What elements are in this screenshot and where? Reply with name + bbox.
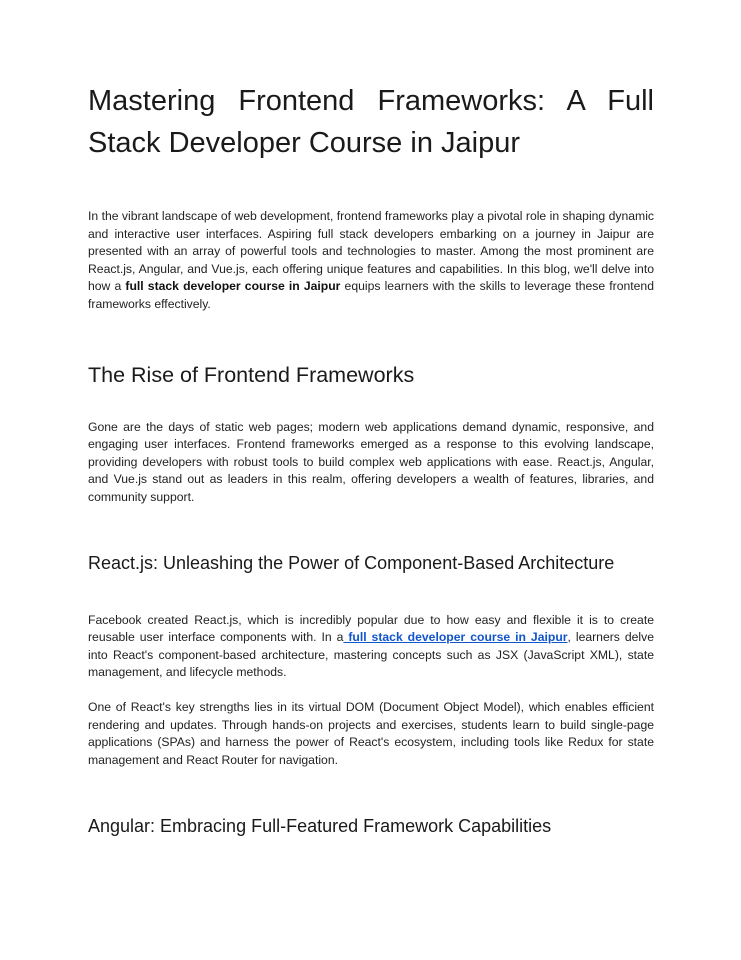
intro-bold-keyword: full stack developer course in Jaipur <box>125 279 341 294</box>
section-heading-react: React.js: Unleashing the Power of Component-Based Architecture <box>88 552 615 573</box>
document-page <box>88 80 654 839</box>
section-heading-rise: The Rise of Frontend Frameworks <box>88 362 415 387</box>
intro-paragraph <box>88 208 654 314</box>
section-heading-angular: Angular: Embracing Full-Featured Framework Capabilities <box>88 816 552 837</box>
intro-text-after: equips learners with the skills to leverage these frontend frameworks effectively. <box>88 279 654 311</box>
react-p1-text-after: , learners delve into React's component-based architecture, mastering concepts such as JSX (JavaScript XML), state management, and lifecycle methods. <box>88 630 654 680</box>
react-paragraph-2: One of React's key strengths lies in its virtual DOM (Document Object Model), which enables efficient rendering and updates. Through hands-on projects and exercises, students learn to build single-page applications (SPAs) and harness the power of React's ecosystem, including tools like Redux for state management and React Router for navigation. <box>88 699 654 767</box>
intro-text-before: In the vibrant landscape of web development, frontend frameworks play a pivotal role in shaping dynamic and interactive user interfaces. Aspiring full stack developers embarking on a journey in Jaipur are presented with an array of powerful tools and technologies to master. Among the most prominent are React.js, Angular, and Vue.js, each offering unique features and capabilities. In this blog, we'll delve into how a <box>88 209 654 294</box>
react-paragraph-1 <box>88 612 654 682</box>
rise-paragraph: Gone are the days of static web pages; modern web applications demand dynamic, responsive, and engaging user interfaces. Frontend frameworks emerged as a response to this evolving landscape, providing developers with robust tools to build complex web applications with ease. React.js, Angular, and Vue.js stand out as leaders in this realm, offering developers a wealth of features, libraries, and community support. <box>88 419 654 504</box>
course-link[interactable]: full stack developer course in Jaipur <box>343 630 568 645</box>
react-p1-text-before: Facebook created React.js, which is incredibly popular due to how easy and flexible it is to create reusable user interface components with. In a <box>88 612 654 645</box>
page-title: Mastering Frontend Frameworks: A Full Stack Developer Course in Jaipur <box>88 85 654 159</box>
